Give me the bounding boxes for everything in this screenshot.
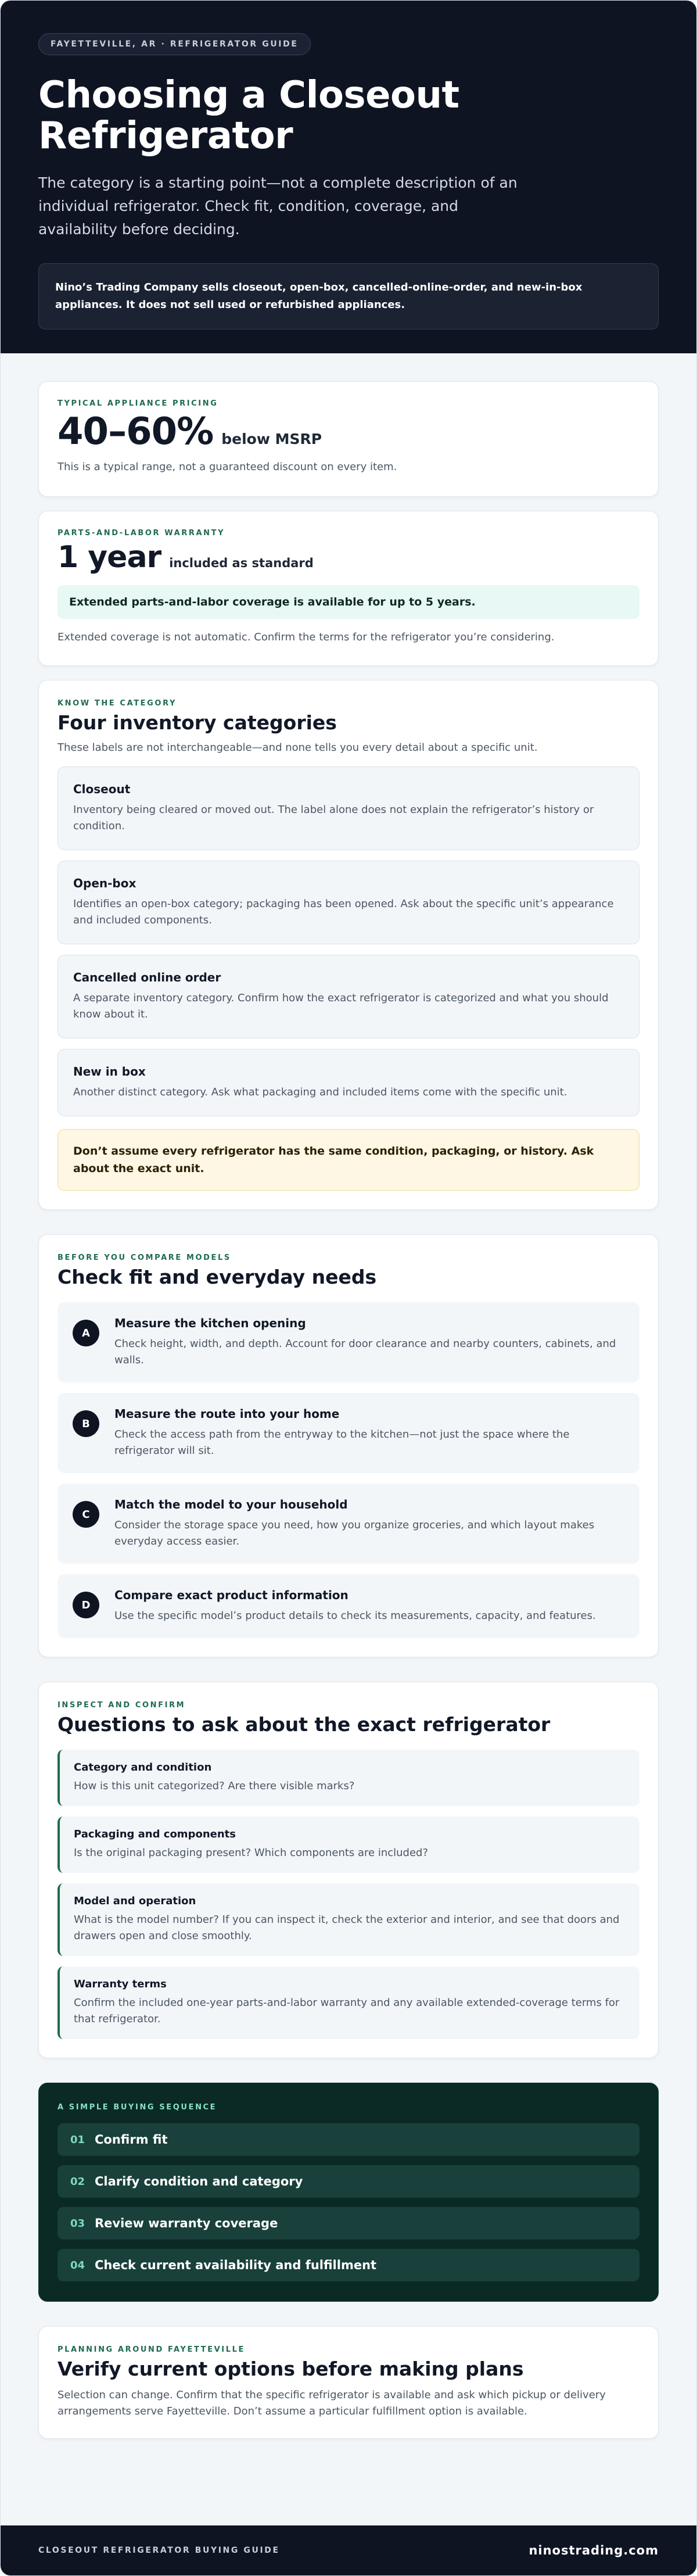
sequence-step (58, 2165, 639, 2198)
question-title: Packaging and components (74, 1828, 236, 1840)
step-desc: Check the access path from the entryway to the kitchen—not just the space where the refrigerator will sit. (114, 1428, 570, 1457)
question-desc: Confirm the included one-year parts-and-labor warranty and any available extended-coverage terms for that refrigerator. (74, 1997, 620, 2025)
category-desc: A separate inventory category. Confirm how the exact refrigerator is categorized and what you should know about it. (73, 992, 609, 1020)
warranty-suffix: included as standard (169, 556, 314, 570)
category-item (58, 766, 639, 850)
warranty-number: 1 year (58, 540, 161, 575)
question-item (58, 1750, 639, 1806)
pricing-stat (58, 410, 639, 453)
step-body (114, 1588, 596, 1624)
category-item (58, 861, 639, 944)
sequence-number: 03 (70, 2217, 85, 2230)
step-body (114, 1316, 624, 1368)
fit-title: Check fit and everyday needs (58, 1266, 377, 1288)
sequence-label: Confirm fit (95, 2133, 168, 2147)
warranty-stat (58, 540, 639, 575)
category-desc: Identifies an open-box category; packaging has been opened. Ask about the specific unit’s appearance and included components. (73, 898, 614, 926)
category-title: Open-box (73, 876, 136, 890)
pricing-note: This is a typical range, not a guaranteed discount on every item. (58, 461, 397, 473)
fit-eyebrow: BEFORE YOU COMPARE MODELS (58, 1253, 231, 1262)
location-pill: FAYETTEVILLE, AR · REFRIGERATOR GUIDE (38, 33, 311, 55)
footer-guide-name: CLOSEOUT REFRIGERATOR BUYING GUIDE (38, 2546, 280, 2555)
category-desc: Inventory being cleared or moved out. The label alone does not explain the refrigerator’s history or condition. (73, 804, 594, 832)
step-badge: B (73, 1410, 99, 1437)
question-title: Category and condition (74, 1761, 212, 1774)
buying-sequence (38, 2083, 659, 2302)
step-body (114, 1407, 624, 1459)
category-item (58, 955, 639, 1038)
warranty-note: Extended coverage is not automatic. Confirm the terms for the refrigerator you’re considering. (58, 631, 555, 643)
questions-eyebrow: INSPECT AND CONFIRM (58, 1701, 186, 1710)
question-item (58, 1966, 639, 2039)
step-title: Measure the kitchen opening (114, 1316, 306, 1330)
pricing-suffix: below MSRP (221, 431, 322, 447)
hero (1, 1, 696, 353)
pricing-card (38, 381, 659, 497)
category-item (58, 1049, 639, 1116)
page-title: Choosing a Closeout Refrigerator (38, 74, 459, 157)
fit-step (58, 1393, 639, 1473)
fit-step (58, 1484, 639, 1564)
sequence-number: 02 (70, 2175, 85, 2188)
step-title: Compare exact product information (114, 1588, 348, 1602)
footer-site-link[interactable]: ninostrading.com (529, 2543, 659, 2557)
categories-intro: These labels are not interchangeable—and none tells you every detail about a specific unit. (58, 741, 538, 754)
pricing-eyebrow: TYPICAL APPLIANCE PRICING (58, 399, 218, 408)
main-content (1, 353, 696, 2439)
site-footer (1, 2525, 696, 2575)
fit-card (38, 1234, 659, 1657)
hero-lead: The category is a starting point—not a complete description of an individual refrigerator. Check fit, condition, coverage, and availability before deciding. (38, 174, 518, 238)
categories-title: Four inventory categories (58, 711, 337, 734)
warranty-eyebrow: PARTS-AND-LABOR WARRANTY (58, 529, 225, 538)
sequence-label: Check current availability and fulfillment (95, 2258, 377, 2272)
step-body (114, 1497, 624, 1550)
question-desc: Is the original packaging present? Which components are included? (74, 1847, 429, 1859)
sequence-label: Clarify condition and category (95, 2174, 303, 2188)
category-title: New in box (73, 1065, 146, 1079)
step-title: Match the model to your household (114, 1497, 348, 1511)
sequence-step (58, 2249, 639, 2281)
planning-eyebrow: PLANNING AROUND FAYETTEVILLE (58, 2345, 245, 2354)
question-title: Warranty terms (74, 1978, 167, 1990)
fit-step (58, 1302, 639, 1382)
questions-title: Questions to ask about the exact refrigerator (58, 1713, 551, 1736)
sequence-number: 01 (70, 2133, 85, 2146)
planning-card (38, 2326, 659, 2439)
step-title: Measure the route into your home (114, 1407, 340, 1421)
question-desc: What is the model number? If you can inspect it, check the exterior and interior, and see that doors and drawers open and close smoothly. (74, 1914, 620, 1942)
question-item (58, 1883, 639, 1956)
categories-eyebrow: KNOW THE CATEGORY (58, 699, 177, 708)
category-title: Closeout (73, 782, 131, 796)
questions-card (38, 1682, 659, 2058)
step-desc: Check height, width, and depth. Account for door clearance and nearby counters, cabinets, and walls. (114, 1338, 616, 1366)
sequence-eyebrow: A SIMPLE BUYING SEQUENCE (58, 2103, 217, 2112)
category-desc: Another distinct category. Ask what packaging and included items come with the specific unit. (73, 1086, 567, 1098)
extended-coverage-highlight: Extended parts-and-labor coverage is available for up to 5 years. (58, 585, 639, 619)
step-badge: D (73, 1592, 99, 1618)
store-notice: Nino’s Trading Company sells closeout, open-box, cancelled-online-order, and new-in-box appliances. It does not sell used or refurbished appliances. (38, 263, 659, 329)
step-desc: Consider the storage space you need, how you organize groceries, and which layout makes everyday access easier. (114, 1519, 595, 1547)
step-desc: Use the specific model’s product details to check its measurements, capacity, and features. (114, 1610, 596, 1622)
question-title: Model and operation (74, 1895, 196, 1907)
category-warning: Don’t assume every refrigerator has the same condition, packaging, or history. Ask about the exact unit. (58, 1129, 639, 1191)
step-badge: A (73, 1320, 99, 1346)
question-desc: How is this unit categorized? Are there visible marks? (74, 1780, 355, 1792)
planning-body: Selection can change. Confirm that the specific refrigerator is available and ask which pickup or delivery arrangements serve Fayetteville. Don’t assume a particular fulfillment option is available. (58, 2389, 606, 2417)
step-badge: C (73, 1501, 99, 1528)
categories-card (38, 680, 659, 1210)
pricing-number: 40–60% (58, 410, 214, 453)
question-item (58, 1817, 639, 1873)
category-title: Cancelled online order (73, 970, 221, 984)
sequence-step (58, 2123, 639, 2156)
sequence-number: 04 (70, 2259, 85, 2272)
warranty-card (38, 511, 659, 666)
sequence-step (58, 2207, 639, 2240)
sequence-label: Review warranty coverage (95, 2216, 278, 2230)
planning-title: Verify current options before making plans (58, 2358, 524, 2380)
fit-step (58, 1574, 639, 1638)
